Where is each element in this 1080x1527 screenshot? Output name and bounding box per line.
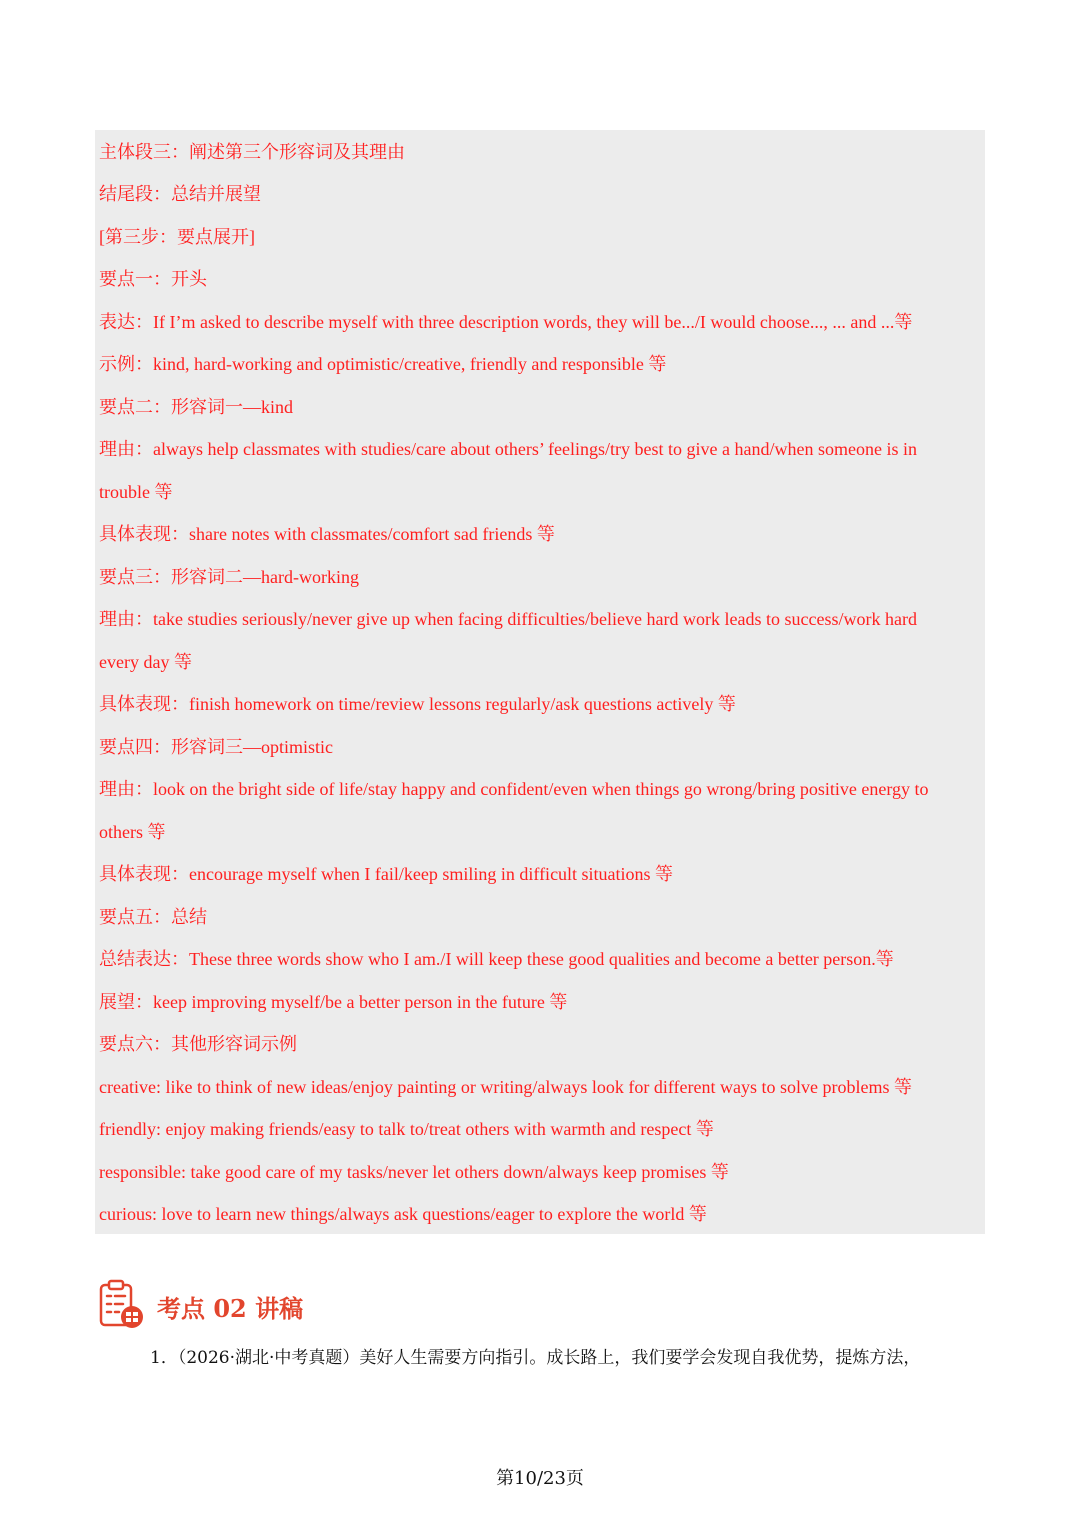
guide-line: responsible: take good care of my tasks/never let others down/always keep promises 等 xyxy=(99,1162,729,1182)
clipboard-checklist-icon xyxy=(98,1279,146,1331)
guide-line: 示例：kind, hard-working and optimistic/creative, friendly and responsible 等 xyxy=(99,354,667,374)
guide-line: others 等 xyxy=(99,822,166,842)
page-number: 第10/23页 xyxy=(496,1468,584,1489)
guide-line: 理由：always help classmates with studies/care about others’ feelings/try best to give a hand/when someone is in xyxy=(99,439,917,459)
guide-line: friendly: enjoy making friends/easy to talk to/treat others with warmth and respect 等 xyxy=(99,1119,714,1139)
guide-line: 要点五：总结 xyxy=(99,907,207,927)
section-title: 考点 02 讲稿 xyxy=(157,1294,304,1323)
guide-line: 要点一：开头 xyxy=(99,269,207,289)
guide-line: 要点二：形容词一—kind xyxy=(99,397,294,417)
guide-line: 主体段三：阐述第三个形容词及其理由 xyxy=(99,142,405,162)
guide-line: 具体表现：finish homework on time/review lessons regularly/ask questions actively 等 xyxy=(99,694,736,714)
guide-line: 结尾段：总结并展望 xyxy=(99,184,261,204)
guide-line: curious: love to learn new things/always ask questions/eager to explore the world 等 xyxy=(99,1204,707,1224)
guide-line: [第三步：要点展开] xyxy=(99,227,255,247)
guide-line: 具体表现：share notes with classmates/comfort sad friends 等 xyxy=(99,524,555,544)
section-heading xyxy=(98,1279,698,1331)
question-text: 1．（2026·湖北·中考真题）美好人生需要方向指引。成长路上，我们要学会发现自我优势，提炼方法， xyxy=(150,1348,921,1368)
guide-line: 要点三：形容词二—hard-working xyxy=(99,567,359,587)
guide-line: 理由：look on the bright side of life/stay happy and confident/even when things go wrong/bring positive energy to xyxy=(99,779,929,799)
writing-guide-box xyxy=(95,130,985,1234)
guide-line: 展望：keep improving myself/be a better person in the future 等 xyxy=(99,992,568,1012)
guide-line: 理由：take studies seriously/never give up when facing difficulties/believe hard work leads to success/work hard xyxy=(99,609,917,629)
guide-line: 总结表达：These three words show who I am./I will keep these good qualities and become a better person.等 xyxy=(99,949,894,969)
guide-line: 具体表现：encourage myself when I fail/keep smiling in difficult situations 等 xyxy=(99,864,674,884)
guide-line: every day 等 xyxy=(99,652,192,672)
guide-line: 表达：If I’m asked to describe myself with three description words, they will be.../I would choose..., ... and ...等 xyxy=(99,312,913,332)
guide-line: creative: like to think of new ideas/enjoy painting or writing/always look for different ways to solve problems 等 xyxy=(99,1077,912,1097)
guide-line: 要点六：其他形容词示例 xyxy=(99,1034,297,1054)
guide-line: trouble 等 xyxy=(99,482,173,502)
guide-line: 要点四：形容词三—optimistic xyxy=(99,737,333,757)
